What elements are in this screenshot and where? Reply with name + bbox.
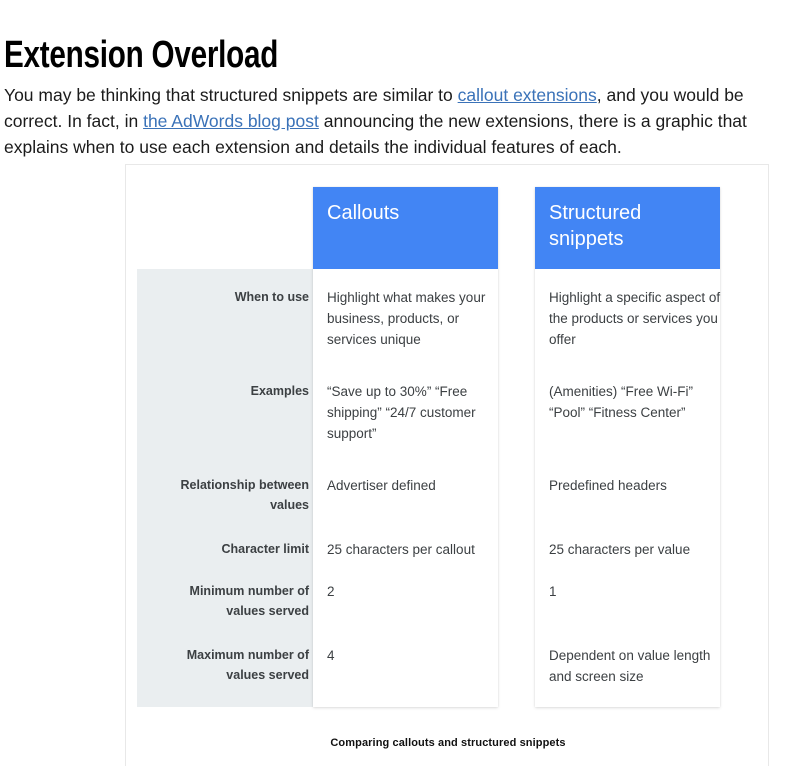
cell-structured-when-to-use: Highlight a specific aspect of the products or services you offer xyxy=(549,290,721,347)
cell-callouts-character-limit: 25 characters per callout xyxy=(327,542,475,557)
cell-callouts-relationship: Advertiser defined xyxy=(327,478,436,493)
row-label-panel xyxy=(137,269,323,707)
cell-callouts-when-to-use: Highlight what makes your business, products, or services unique xyxy=(327,290,486,347)
figure-caption: Comparing callouts and structured snippets xyxy=(330,737,566,749)
comparison-figure xyxy=(125,164,769,766)
row-label-character-limit: Character limit xyxy=(221,542,309,556)
column-body-callouts xyxy=(313,269,498,707)
column-header-structured-snippets: Structured snippets xyxy=(535,187,720,269)
cell-structured-examples: (Amenities) “Free Wi-Fi” “Pool” “Fitness Center” xyxy=(549,384,693,420)
row-label-relationship: Relationship between values xyxy=(180,478,309,512)
column-structured-snippets xyxy=(535,187,720,707)
callout-extensions-link[interactable]: callout extensions xyxy=(457,84,597,105)
adwords-blog-post-link[interactable]: the AdWords blog post xyxy=(143,110,319,131)
page-title: Extension Overload xyxy=(4,34,279,77)
row-label-examples: Examples xyxy=(250,384,309,398)
column-body-structured-snippets xyxy=(535,269,720,707)
cell-structured-character-limit: 25 characters per value xyxy=(549,542,691,557)
cell-structured-relationship: Predefined headers xyxy=(549,478,667,493)
paragraph-text-part-1: You may be thinking that structured snippets are similar to xyxy=(4,84,458,105)
row-label-minimum-values: Minimum number of values served xyxy=(189,584,309,618)
cell-callouts-examples: “Save up to 30%” “Free shipping” “24/7 customer support” xyxy=(327,384,476,441)
comparison-table xyxy=(126,165,770,710)
cell-callouts-maximum-values: 4 xyxy=(327,648,335,663)
row-label-maximum-values: Maximum number of values served xyxy=(186,648,309,682)
column-header-callouts: Callouts xyxy=(313,187,498,269)
paragraph-text-part-3: announcing the new extensions, there is a graphic that explains when to use each extension and details the individual features of each. xyxy=(4,110,747,157)
intro-paragraph xyxy=(4,82,788,160)
row-label-when-to-use: When to use xyxy=(234,290,309,304)
cell-structured-minimum-values: 1 xyxy=(549,584,557,599)
paragraph-text-part-2: , and you would be correct. In fact, in xyxy=(4,84,744,131)
cell-structured-maximum-values: Dependent on value length and screen size xyxy=(549,648,711,684)
column-callouts xyxy=(313,187,498,707)
cell-callouts-minimum-values: 2 xyxy=(327,584,335,599)
